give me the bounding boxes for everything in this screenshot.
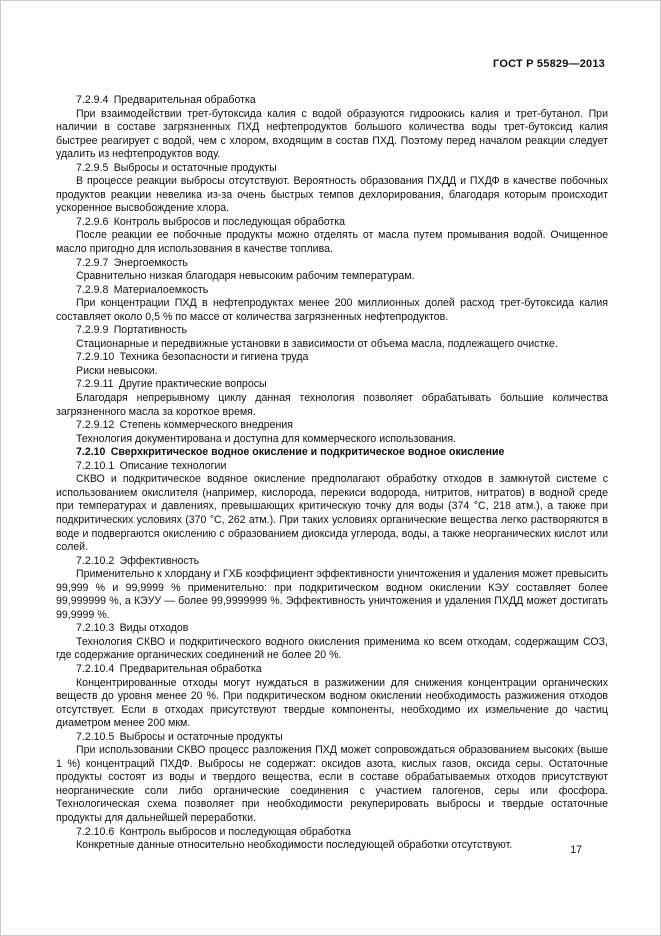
section-heading: 7.2.9.6 Контроль выбросов и последующая обработка xyxy=(76,215,346,228)
section-heading: 7.2.10.3 Виды отходов xyxy=(76,622,189,635)
section-heading: 7.2.9.11 Другие практические вопросы xyxy=(76,378,267,391)
section-heading: 7.2.9.5 Выбросы и остаточные продукты xyxy=(76,161,277,174)
section-heading-bold: 7.2.10 Сверхкритическое водное окисление и подкритическое водное окисление xyxy=(76,446,505,459)
document-body xyxy=(56,94,608,853)
section-heading: 7.2.10.6 Контроль выбросов и последующая обработка xyxy=(76,825,351,838)
section-heading: 7.2.9.10 Техника безопасности и гигиена труда xyxy=(76,351,309,364)
paragraph: При концентрации ПХД в нефтепродуктах менее 200 миллионных долей расход трет-бутоксида калия составляет около 0,5 % по массе от количества загрязненных нефтепродуктов. xyxy=(56,297,608,323)
section-heading: 7.2.10.2 Эффективность xyxy=(76,554,200,567)
section-heading: 7.2.10.1 Описание технологии xyxy=(76,459,227,472)
section-heading: 7.2.9.8 Материалоемкость xyxy=(76,283,209,296)
paragraph: Технология СКВО и подкритического водного окисления применима ко всем отходам, содержащим СОЗ, где содержание органических соединений не более 20 %. xyxy=(56,635,608,662)
section-heading: 7.2.10.5 Выбросы и остаточные продукты xyxy=(76,730,283,743)
section-heading: 7.2.9.9 Портативность xyxy=(76,324,188,337)
section-heading: 7.2.10.4 Предварительная обработка xyxy=(76,662,262,675)
paragraph: Технология документирована и доступна для коммерческого использования. xyxy=(76,432,456,445)
paragraph: Благодаря непрерывному циклу данная технология позволяет обрабатывать большие количества загрязненного масла за короткое время. xyxy=(56,392,608,418)
paragraph: При взаимодействии трет-бутоксида калия с водой образуются гидроокись калия и трет-бутанол. При наличии в составе загрязненных ПХД нефтепродуктов большого количества воды трет-бутоксид калия быстрее реагирует с водой, чем с хлором, входящим в состав ПХД. Поэтому перед началом реакции следует удалить из нефтепродуктов воду. xyxy=(56,107,608,161)
section-heading: 7.2.9.4 Предварительная обработка xyxy=(76,94,256,106)
paragraph: В процессе реакции выбросы отсутствуют. Вероятность образования ПХДД и ПХДФ в качестве побочных продуктов реакции невелика из-за очень быстрых темпов дехлорирования, благодаря которым происходит ускоренное высвобождение хлора. xyxy=(56,175,608,215)
section-heading: 7.2.9.7 Энергоемкость xyxy=(76,256,188,269)
paragraph: Стационарные и передвижные установки в зависимости от объема масла, подлежащего очистке. xyxy=(76,337,558,350)
paragraph: При использовании СКВО процесс разложения ПХД может сопровождаться образованием высоких (выше 1 %) концентраций ПХДФ. Выбросы не содержат: оксидов азота, кислых газов, оксида серы. Остаточные продукты состоят из воды и твердого вещества, если в составе обрабатываемых отходов присутствуют неорганические соли либо органические соединения с участием галогенов, серы или фосфора. Технологическая схема позволяет при необходимости рекуперировать выбросы и твердые остаточные продукты для дальнейшей переработки. xyxy=(56,744,608,824)
paragraph: Конкретные данные относительно необходимости последующей обработки отсутствуют. xyxy=(76,839,513,852)
document-header-standard-number: ГОСТ Р 55829—2013 xyxy=(493,58,605,70)
paragraph: Риски невысоки. xyxy=(76,364,158,377)
page-number: 17 xyxy=(570,844,582,856)
paragraph: Сравнительно низкая благодаря невысоким рабочим температурам. xyxy=(76,270,415,283)
section-heading: 7.2.9.12 Степень коммерческого внедрения xyxy=(76,419,293,432)
paragraph: Применительно к хлордану и ГХБ коэффициент эффективности уничтожения и удаления может превысить 99,999 % и 99,9999 % применительно: при подкритическом водном окислении КЭУ составляет более 99,999999 %, а КЭУУ — более 99,9999999 %. Эффективность уничтожения и удаления ПХДД может достигать 99,9999 %. xyxy=(56,568,608,621)
paragraph: Концентрированные отходы могут нуждаться в разжижении для снижения концентрации органических веществ до уровня менее 20 %. При подкритическом водном окислении необходимость разжижения отходов отсутствует. Если в отходах присутствуют твердые компоненты, необходимо их измельчение до частиц диаметром менее 200 мкм. xyxy=(56,676,608,730)
paragraph: После реакции ее побочные продукты можно отделять от масла путем промывания водой. Очищенное масло пригодно для использования в качестве топлива. xyxy=(56,229,608,256)
paragraph: СКВО и подкритическое водяное окисление предполагают обработку отходов в замкнутой системе с использованием окислителя (например, кислорода, перекиси водорода, нитритов, нитратов) в водной среде при температурах и давлениях, превышающих критическую точку для воды (374 °С, 218 атм.), а также при подкритических условиях (370 °С, 262 атм.). При таких условиях органические вещества легко растворяются в воде и подвергаются окислению с образованием диоксида углерода, воды, а также неорганических кислот или солей. xyxy=(56,473,608,554)
